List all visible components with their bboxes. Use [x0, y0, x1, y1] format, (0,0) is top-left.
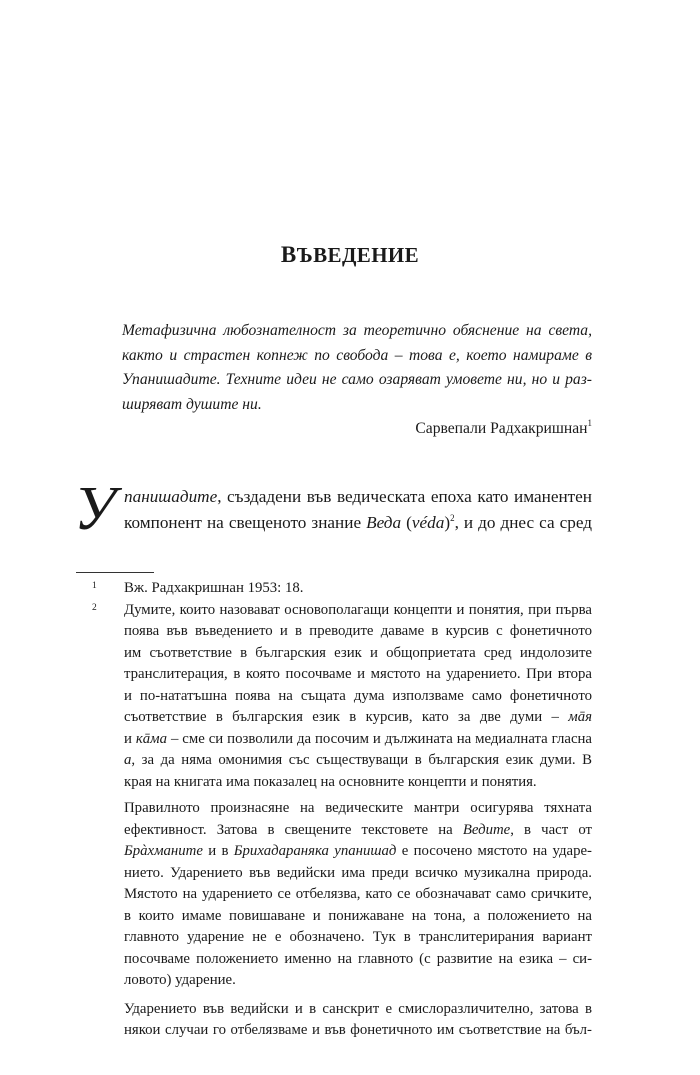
footnote-line: нието. Ударението във ведийски има преди всичко музикална природа.: [124, 864, 592, 881]
term-upanishads: панишадите: [124, 487, 218, 506]
attribution-author: Сарвепали Радхакришнан: [415, 420, 588, 437]
footnote-ref-1: 1: [587, 418, 592, 428]
epigraph-line: Метафизична любознателност за теоретично обяснение на света,: [122, 322, 592, 339]
chapter-title-rest: ЪВЕДЕНИЕ: [296, 243, 420, 267]
footnote-text-run: ефективност. Затова в свещените текстовете на: [124, 821, 463, 838]
body-text-run: (: [401, 513, 412, 532]
footnote-paragraph-2: [76, 798, 592, 992]
body-line-2: [76, 510, 592, 536]
footnote-separator: [76, 572, 154, 573]
footnote-line: [124, 841, 592, 863]
footnote-line: [124, 750, 592, 772]
footnote-text-run: , в част от: [510, 821, 592, 838]
footnote-line: и по-нататъшна поява на същата дума използваме само фонетичното: [124, 687, 592, 704]
term-and: и: [124, 730, 136, 747]
term-brihadaranyaka: Брихадараняка упанишад: [233, 843, 397, 859]
footnote-line: поява във въведението и в преводите даваме в курсив с фонетичното: [124, 623, 592, 639]
epigraph-line: ширяват душите ни.: [122, 395, 262, 413]
term-kama: кāма: [135, 730, 168, 747]
footnote-line: Вж. Радхакришнан 1953: 18.: [124, 580, 304, 596]
chapter-title: [0, 242, 700, 268]
footnote-text-run: съответствие в българския език в курсив, като за две думи –: [124, 709, 569, 725]
footnote-line: [124, 729, 592, 751]
footnote-2: [76, 600, 592, 794]
term-veda-translit: véda: [411, 513, 445, 532]
footnote-number: 1: [92, 581, 97, 591]
footnote-line: [124, 707, 592, 729]
term-veda: Веда: [366, 513, 402, 532]
body-line-1: [76, 484, 592, 510]
body-text-run: , създадени във ведическата епоха като иманентен: [217, 487, 592, 506]
footnote-line: посочваме положението именно на главното (с развитие на езика – си-: [124, 950, 592, 967]
epigraph-attribution: [415, 420, 592, 438]
footnote-line: Мястото на ударението се отбелязва, като се обозначават само сричките,: [124, 886, 592, 902]
footnote-line: някои случаи го отбелязваме и във фонетичното им съответствие на бъл-: [124, 1022, 592, 1038]
footnote-line: ловото) ударение.: [124, 972, 236, 988]
footnote-line: Правилното произнасяне на ведическите мантри осигурява тяхната: [124, 800, 592, 816]
chapter-title-cap: В: [280, 242, 297, 267]
footnote-text-run: – сме си позволили да посочим и дължината на медиалната гласна: [167, 730, 592, 747]
term-maya: мāя: [568, 709, 592, 725]
footnote-line: [124, 820, 592, 842]
footnote-line: транслитерация, в която посочваме и мястото на ударението. При втора: [124, 666, 592, 682]
body-text-run: компонент на свещеното знание: [124, 513, 367, 532]
footnote-text-run: , за да няма омонимия със съществуващи в българския език думи. В: [131, 752, 592, 768]
footnote-line: в които имаме повишаване и понижаване на тона, а положението на: [124, 907, 592, 924]
epigraph-line: Упанишадите. Техните идеи не само озаряват умовете ни, но и раз-: [122, 371, 592, 388]
epigraph: [122, 319, 592, 417]
body-text-run: ): [444, 513, 451, 532]
term-vedas: Ведите: [462, 821, 511, 838]
footnote-line: Думите, които назовават основополагащи концепти и понятия, при първа: [124, 601, 592, 618]
footnote-number: 2: [92, 602, 97, 613]
body-text-run: , и до днес са сред: [454, 513, 592, 532]
body-paragraph: [76, 484, 592, 536]
term-vowel-a: а: [124, 752, 132, 768]
term-brahmanas: Брàхманите: [124, 843, 203, 859]
footnote-text-run: и в: [202, 843, 234, 859]
drop-cap: У: [74, 475, 116, 543]
footnote-paragraph-3: [76, 999, 592, 1042]
footnote-line: Ударението във ведийски и в санскрит е смислоразличително, затова в: [124, 1000, 592, 1017]
footnote-1: [76, 578, 592, 600]
footnote-line: края на книгата има показалец на основните концепти и понятия.: [124, 773, 537, 790]
footnotes: [76, 578, 592, 1042]
footnote-line: им съответствие в българския език и общоприетата сред индолозите: [124, 644, 592, 661]
footnote-ref-2: 2: [450, 513, 455, 523]
epigraph-line: както и страстен копнеж по свобода – това е, което намираме в: [122, 346, 592, 364]
footnote-line: главното ударение не е обозначено. Тук в транслитерирания вариант: [124, 929, 592, 945]
footnote-text-run: е посочено мястото на ударе-: [396, 843, 592, 859]
